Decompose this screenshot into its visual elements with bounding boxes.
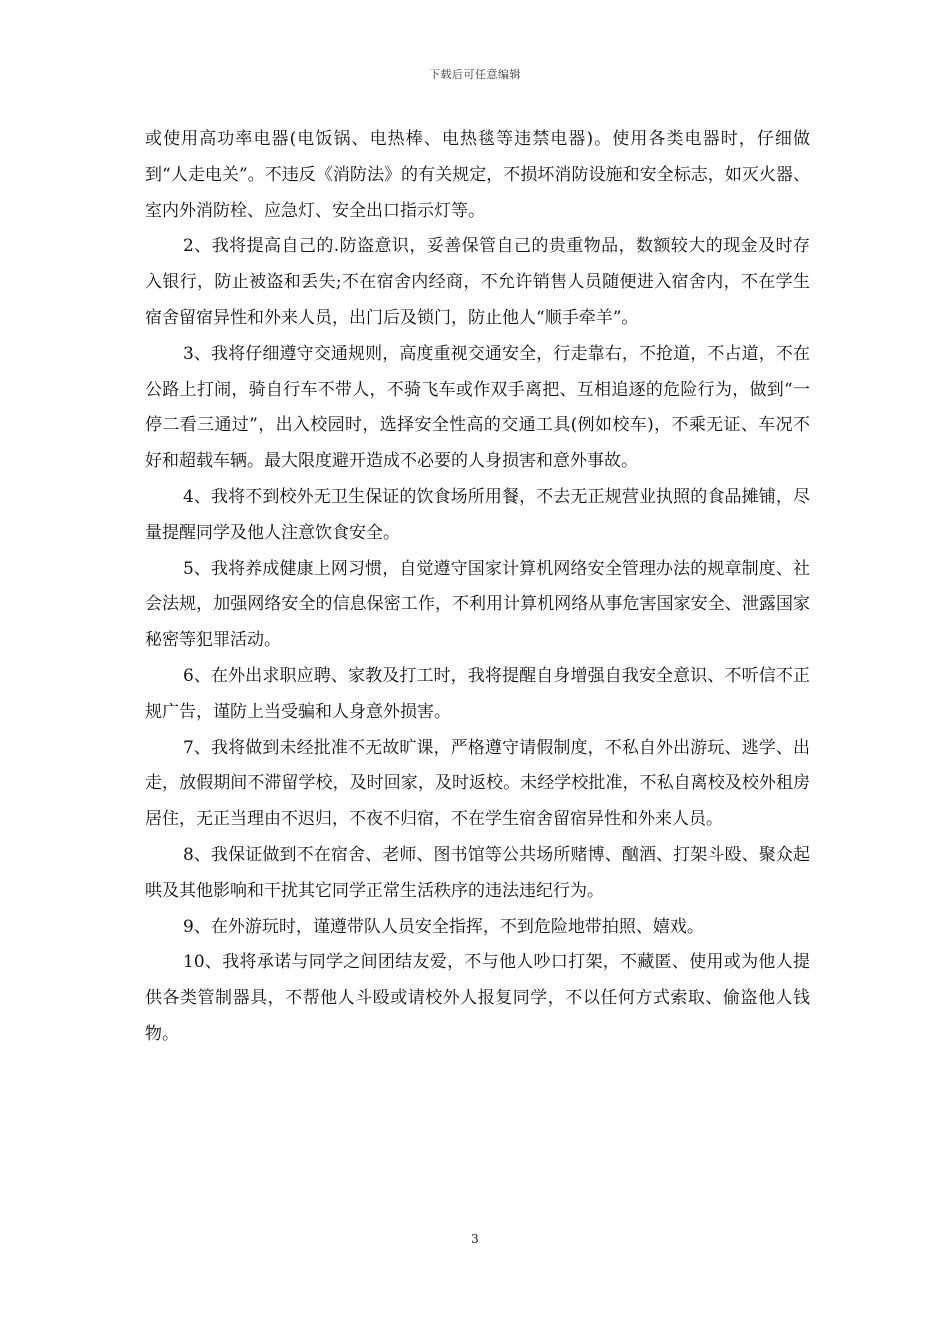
page-number: 3 <box>471 1232 479 1246</box>
page-header: 下载后可任意编辑 <box>429 68 521 81</box>
paragraph-item-7: 7、我将做到未经批准不无故旷课，严格遵守请假制度，不私自外出游玩、逃学、出走，放假期间不滞留学校，及时回家，及时返校。未经学校批准，不私自离校及校外租房居住，无正当理由不迟归，不夜不归宿，不在学生宿舍留宿异性和外来人员。 <box>145 737 810 830</box>
paragraph-item-6: 6、在外出求职应聘、家教及打工时，我将提醒自身增强自我安全意识、不听信不正规广告，谨防上当受骗和人身意外损害。 <box>145 665 810 722</box>
paragraph-item-2: 2、我将提高自己的.防盗意识，妥善保管自己的贵重物品，数额较大的现金及时存入银行，防止被盗和丢失;不在宿舍内经商，不允许销售人员随便进入宿舍内，不在学生宿舍留宿异性和外来人员，出门后及锁门，防止他人“顺手牵羊”。 <box>145 236 810 328</box>
paragraph-item-8: 8、我保证做到不在宿舍、老师、图书馆等公共场所赌博、酗酒、打架斗殴、聚众起哄及其他影响和干扰其它同学正常生活秩序的违法违纪行为。 <box>145 844 810 901</box>
paragraph-continuation: 或使用高功率电器(电饭锅、电热棒、电热毯等违禁电器)。使用各类电器时，仔细做到“人走电关”。不违反《消防法》的有关规定，不损坏消防设施和安全标志，如灭火器、室内外消防栓、应急灯、安全出口指示灯等。 <box>145 129 810 221</box>
document-body <box>145 122 810 1053</box>
paragraph-item-9: 9、在外游玩时，谨遵带队人员安全指挥，不到危险地带拍照、嬉戏。 <box>183 916 704 937</box>
paragraph-item-4: 4、我将不到校外无卫生保证的饮食场所用餐，不去无正规营业执照的食品摊铺，尽量提醒同学及他人注意饮食安全。 <box>145 486 810 543</box>
paragraph-item-3: 3、我将仔细遵守交通规则，高度重视交通安全，行走靠右，不抢道，不占道，不在公路上打闹，骑自行车不带人，不骑飞车或作双手离把、互相追逐的危险行为，做到“一停二看三通过”，出入校园时，选择安全性高的交通工具(例如校车)，不乘无证、车况不好和超载车辆。最大限度避开造成不必要的人身损害和意外事故。 <box>145 343 810 472</box>
paragraph-item-10: 10、我将承诺与同学之间团结友爱，不与他人吵口打架，不藏匿、使用或为他人提供各类管制器具，不帮他人斗殴或请校外人报复同学，不以任何方式索取、偷盗他人钱物。 <box>145 952 810 1044</box>
paragraph-item-5: 5、我将养成健康上网习惯，自觉遵守国家计算机网络安全管理办法的规章制度、社会法规，加强网络安全的信息保密工作，不利用计算机网络从事危害国家安全、泄露国家秘密等犯罪活动。 <box>145 558 810 651</box>
